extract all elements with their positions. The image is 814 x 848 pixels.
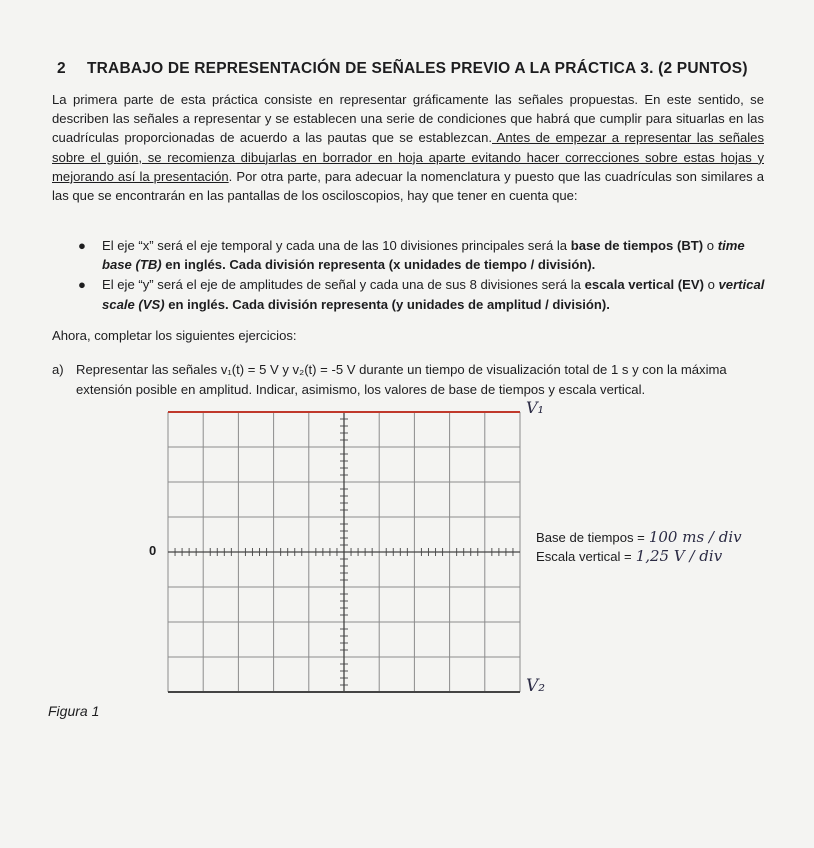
exercise-a-label: a) — [52, 362, 64, 377]
bullet-x-axis: ● El eje “x” será el eje temporal y cada una de las 10 divisiones principales será la base de tiempos (BT) o time base (TB) en inglés. Cada división representa (x unidades de tiempo / división). — [78, 238, 745, 273]
section-heading — [57, 60, 777, 78]
oscilloscope-grid — [166, 408, 522, 701]
v1-signal-label: V₁ — [526, 398, 544, 417]
section-number: 2 — [57, 60, 66, 77]
intro-paragraph — [52, 90, 764, 205]
bullet-y-axis: ● El eje “y” será el eje de amplitudes de señal y cada una de sus 8 divisiones será la escala vertical (EV) o vertical scale (VS) en inglés. Cada división representa (y unidades de amplitud / división). — [78, 277, 765, 312]
axis-bullet-list — [78, 236, 768, 315]
exercise-a-line1: Representar las señales v₁(t) = 5 V y v₂(t) = -5 V durante un tiempo de visualización total de 1 s y con la máxima — [76, 362, 727, 377]
vertical-scale-answer — [536, 547, 722, 565]
bullet-dot-icon: ● — [78, 277, 86, 293]
vertical-scale-value: 1,25 V / div — [635, 547, 723, 565]
zero-axis-label: 0 — [149, 543, 157, 558]
exercise-a — [52, 360, 768, 399]
intro-part1: La primera parte de esta práctica consiste en representar gráficamente las señales propuestas. En este sentido, se describen las señales a representar y se establecen una serie de condiciones que habrá que cumplir para situarlas en las cuadrículas proporcionadas de acuerdo a las pautas que se establezcan. — [52, 92, 764, 146]
time-base-label: Base de tiempos = — [536, 530, 645, 545]
grid-svg — [166, 408, 522, 696]
exercise-a-line2: extensión posible en amplitud. Indicar, asimismo, los valores de base de tiempos y escala vertical. — [76, 381, 646, 397]
time-base-value: 100 ms / div — [648, 528, 742, 546]
bullet-dot-icon: ● — [78, 238, 86, 253]
intro-underlined-recommendation: Antes de empezar a representar las señales sobre el guión, se recomienza dibujarlas en borrador en hoja aparte evitando hacer correcciones sobre estas hojas y mejorando así la presentación — [52, 130, 764, 184]
exercises-intro: Ahora, completar los siguientes ejercicios: — [52, 328, 297, 343]
v2-signal-label: V₂ — [526, 676, 546, 696]
time-base-answer — [536, 528, 742, 546]
figure-caption: Figura 1 — [48, 703, 100, 719]
section-title: TRABAJO DE REPRESENTACIÓN DE SEÑALES PREVIO A LA PRÁCTICA 3. (2 PUNTOS) — [87, 60, 748, 77]
intro-part2: . Por otra parte, para adecuar la nomenclatura y puesto que las cuadrículas son similares a las que se encontrarán en las pantallas de los osciloscopios, hay que tener en cuenta que: — [52, 168, 764, 204]
vertical-scale-label: Escala vertical = — [536, 549, 632, 564]
